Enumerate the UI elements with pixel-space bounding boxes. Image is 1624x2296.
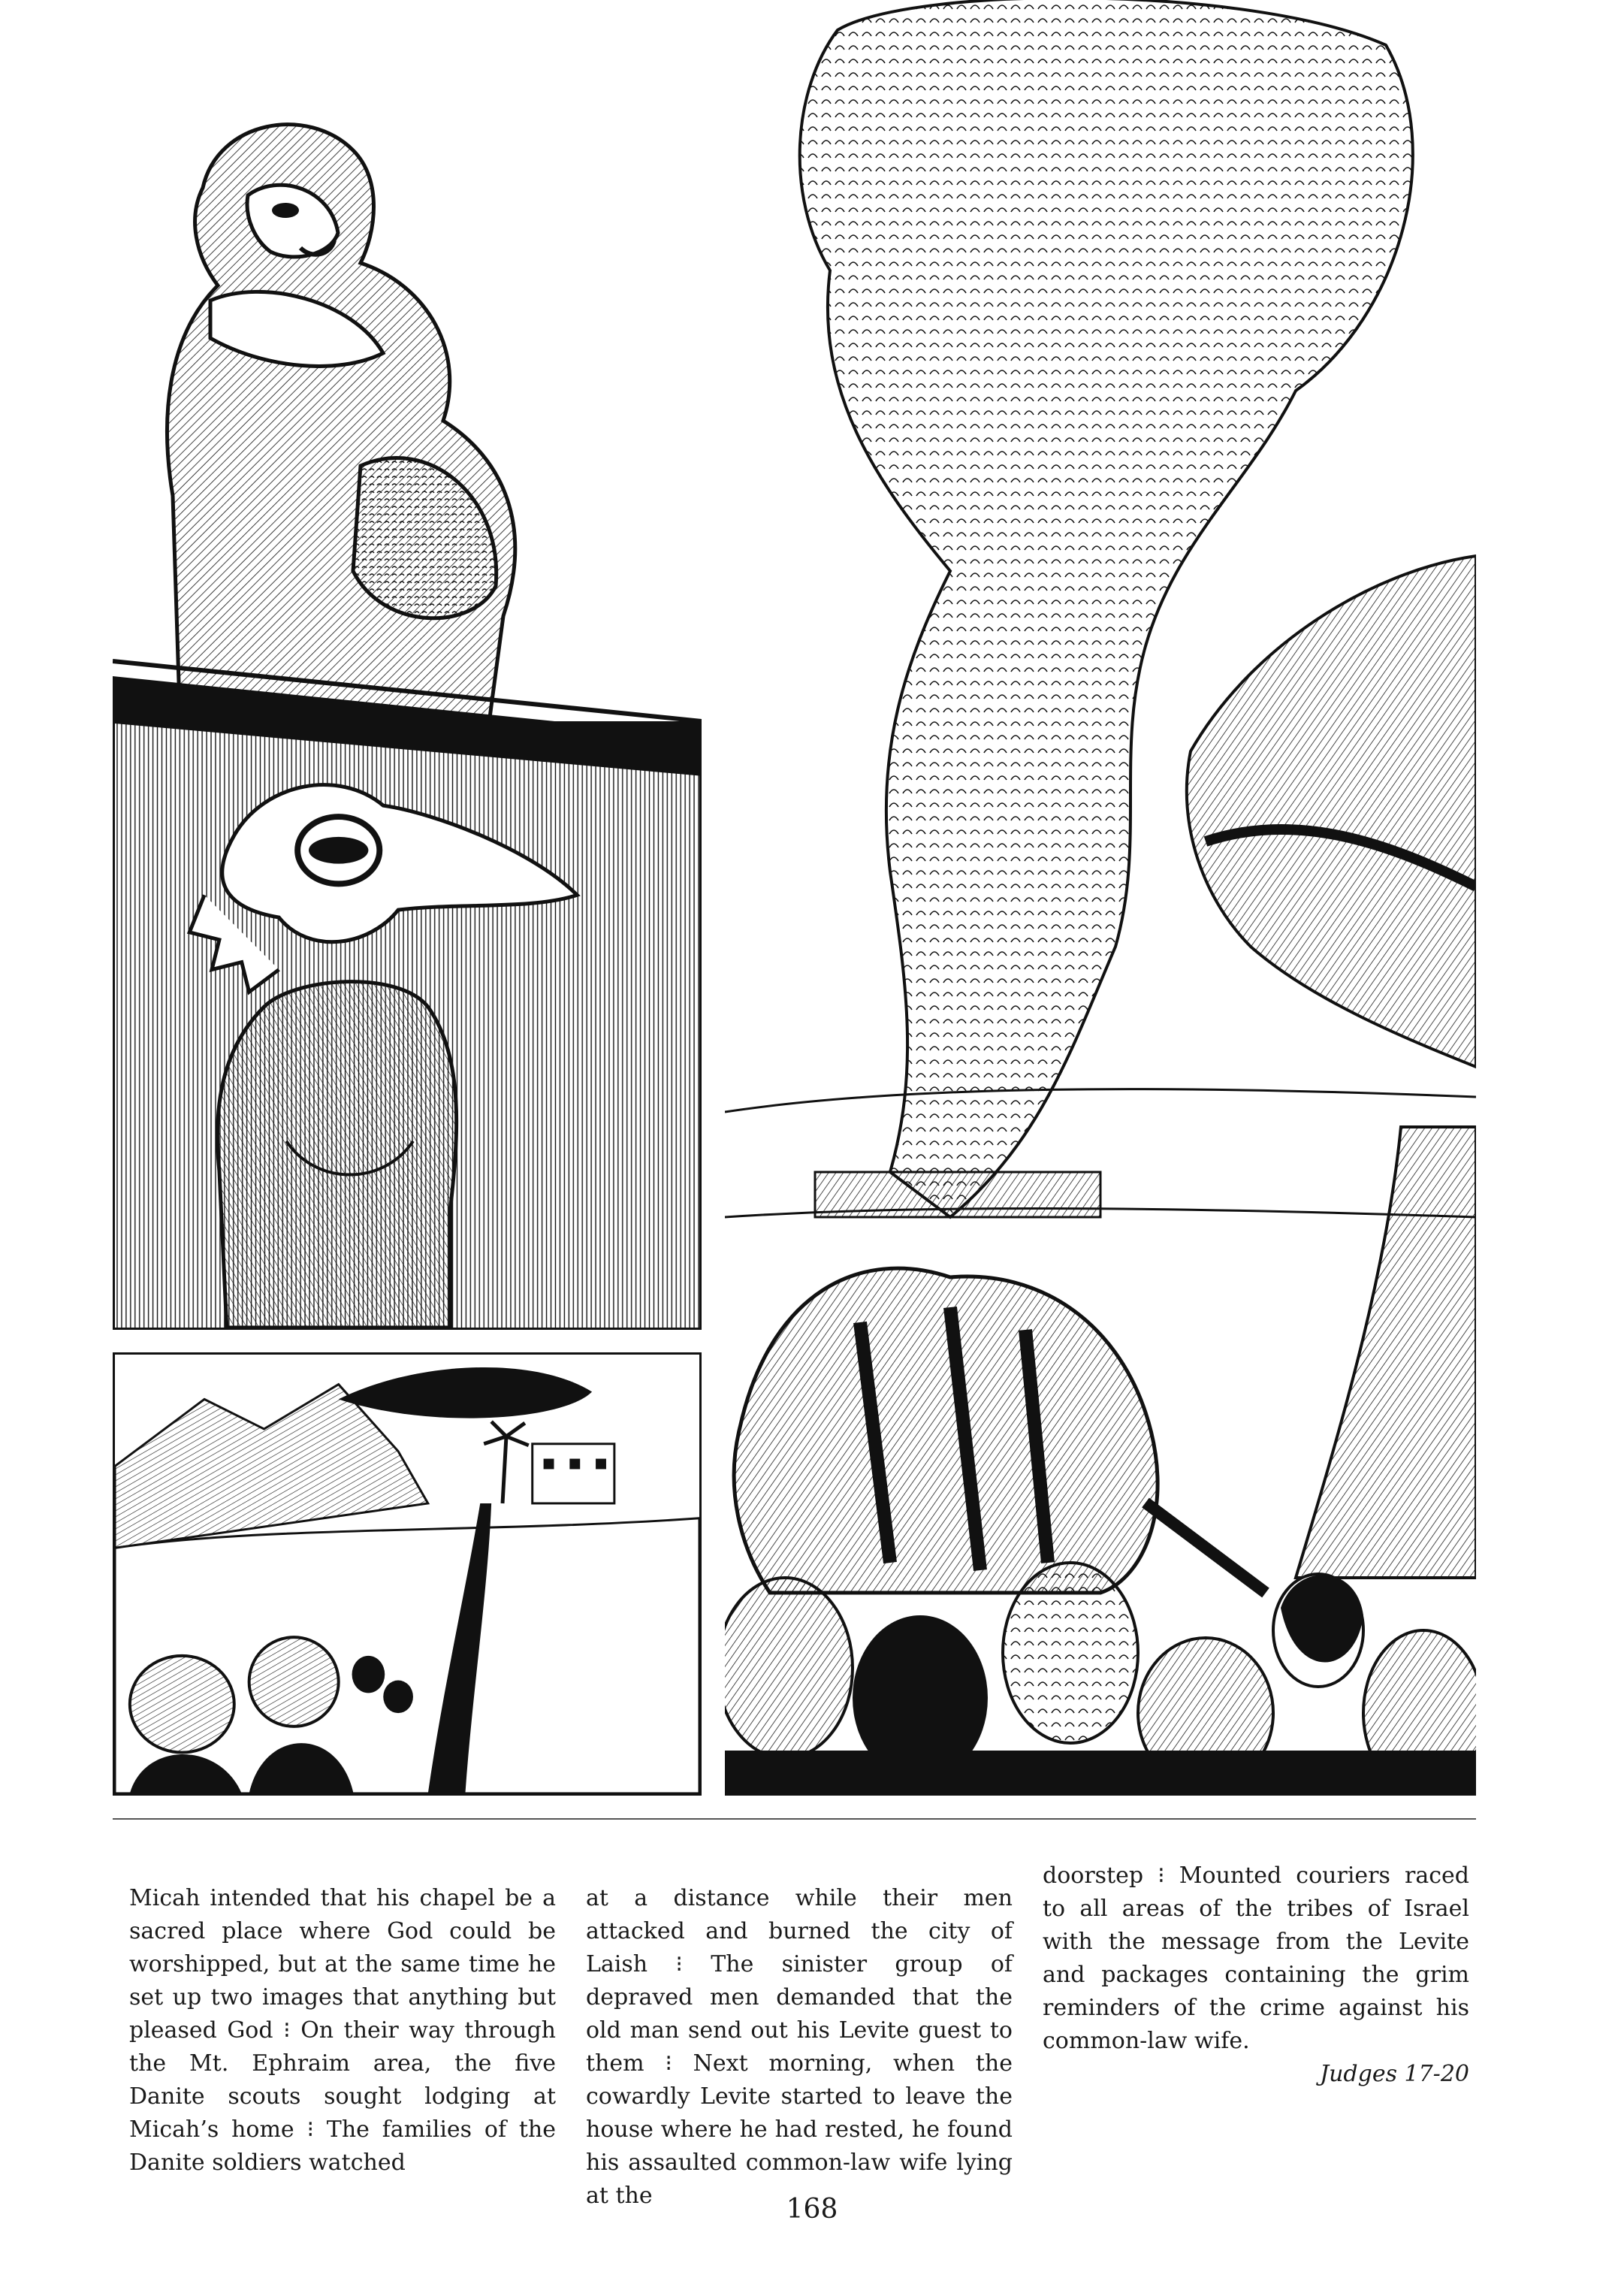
scouts-landscape-illustration	[113, 1352, 702, 1796]
text-column-3-body: doorstep ⁝ Mounted couriers raced to all areas of the tribes of Israel with the message from the Levite and packages containing the grim reminders of the crime against his common-law wife.	[1043, 1862, 1469, 2054]
burning-city-illustration	[725, 0, 1476, 1796]
text-column-1: Micah intended that his chapel be a sacred place where God could be worshipped, but at the same time he set up two images that anything but pleased God ⁝ On their way through the Mt. Ephraim area, the five Danite scouts sought lodging at Micah’s home ⁝ The families of the Danite soldiers watched	[129, 1885, 556, 2176]
burning-city-drawing	[725, 0, 1476, 1796]
idol-drawing	[113, 105, 702, 774]
bird-idol-drawing	[115, 724, 699, 1328]
bird-idol-illustration	[113, 721, 702, 1330]
text-column-2: at a distance while their men attacked and burned the city of Laish ⁝ The sinister group of depraved men demanded that the old man send out his Levite guest to them ⁝ Next morning, when the cowardly Levite started to leave the house where he had rested, he found his assaulted common-law wife lying at the	[586, 1885, 1013, 2209]
idol-illustration	[113, 105, 702, 774]
horizontal-divider	[113, 1818, 1476, 1820]
page-number: 168	[786, 2194, 838, 2225]
scouts-landscape-drawing	[115, 1355, 699, 1793]
text-column-3	[1043, 1859, 1469, 2091]
scripture-citation: Judges 17-20	[1320, 2061, 1469, 2087]
